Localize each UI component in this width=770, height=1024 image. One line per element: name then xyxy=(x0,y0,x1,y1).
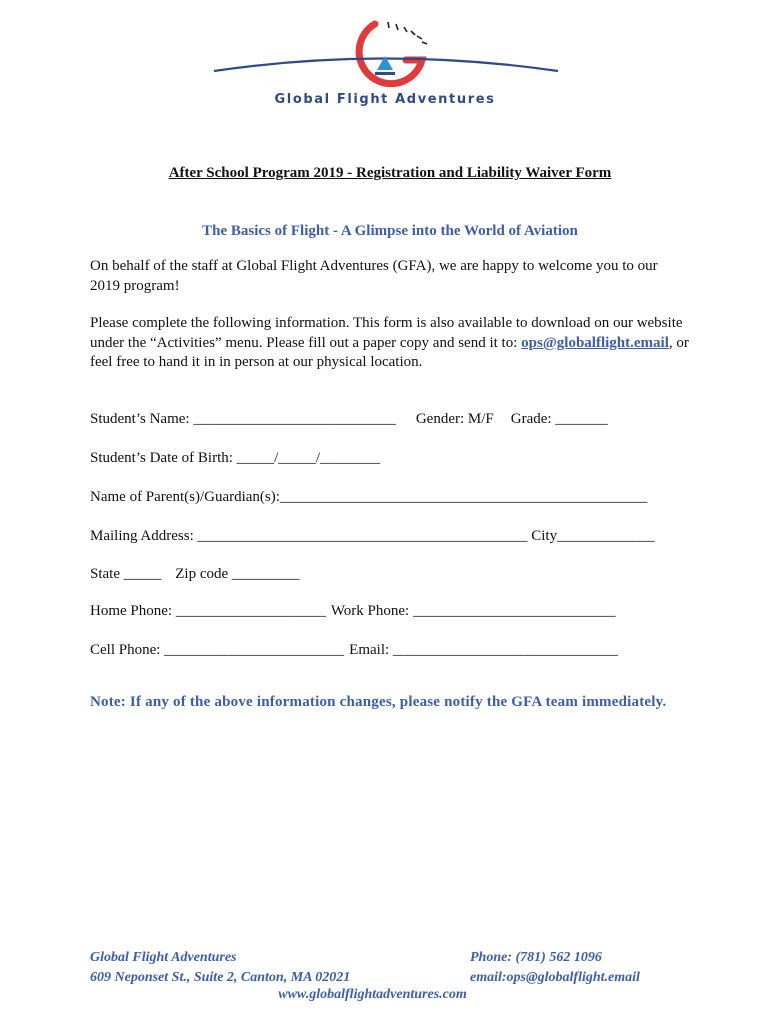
email-field[interactable]: Email: ______________________________ xyxy=(349,642,618,658)
cell-phone-field[interactable]: Cell Phone: ________________________ xyxy=(90,642,345,658)
phone-row xyxy=(90,602,615,622)
state-zip-row xyxy=(90,565,299,585)
footer-company: Global Flight Adventures xyxy=(90,950,237,965)
zip-field[interactable]: Zip code _________ xyxy=(175,566,300,582)
dob-field[interactable]: Student’s Date of Birth: _____/_____/________ xyxy=(90,450,380,466)
page-subtitle: The Basics of Flight - A Glimpse into the World of Aviation xyxy=(202,222,578,239)
logo-graphic xyxy=(210,16,560,96)
page-title: After School Program 2019 - Registration and Liability Waiver Form xyxy=(168,165,612,181)
grade-field[interactable]: Grade: _______ xyxy=(510,411,608,427)
footer-phone: Phone: (781) 562 1096 xyxy=(470,950,602,965)
change-notice: Note: If any of the above information changes, please notify the GFA team immediately. xyxy=(90,694,667,710)
mailing-address-field[interactable]: Mailing Address: ____________________________________________ City_____________ xyxy=(90,528,655,544)
state-field[interactable]: State _____ xyxy=(90,566,162,582)
footer-email[interactable]: email:ops@globalflight.email xyxy=(470,970,640,985)
work-phone-field[interactable]: Work Phone: ___________________________ xyxy=(330,603,616,619)
footer-address: 609 Neponset St., Suite 2, Canton, MA 02021 xyxy=(90,970,351,985)
form-content xyxy=(90,164,690,710)
instructions-paragraph xyxy=(90,314,690,373)
instructions-text-after: , or feel free to hand it in in person at our physical location. xyxy=(90,334,689,370)
instructions-text-before: Please complete the following information. This form is also available to download on our website under the “Activities” menu. Please fill out a paper copy and send it to: xyxy=(90,315,683,351)
footer-website[interactable]: www.globalflightadventures.com xyxy=(278,987,467,1002)
email-link[interactable]: ops@globalflight.email xyxy=(521,334,669,351)
parents-field[interactable]: Name of Parent(s)/Guardian(s):_________________________________________________ xyxy=(90,489,648,505)
student-name-field[interactable]: Student’s Name: ___________________________ xyxy=(90,411,396,427)
student-info-row xyxy=(90,410,608,430)
company-name: Global Flight Adventures xyxy=(274,92,496,107)
home-phone-field[interactable]: Home Phone: ____________________ xyxy=(90,603,326,619)
intro-paragraph: On behalf of the staff at Global Flight Adventures (GFA), we are happy to welcome you to our 2019 program! xyxy=(90,258,658,294)
gender-field[interactable]: Gender: M/F xyxy=(415,411,494,427)
company-logo xyxy=(210,16,560,111)
cell-email-row xyxy=(90,641,618,661)
footer xyxy=(90,950,690,1010)
